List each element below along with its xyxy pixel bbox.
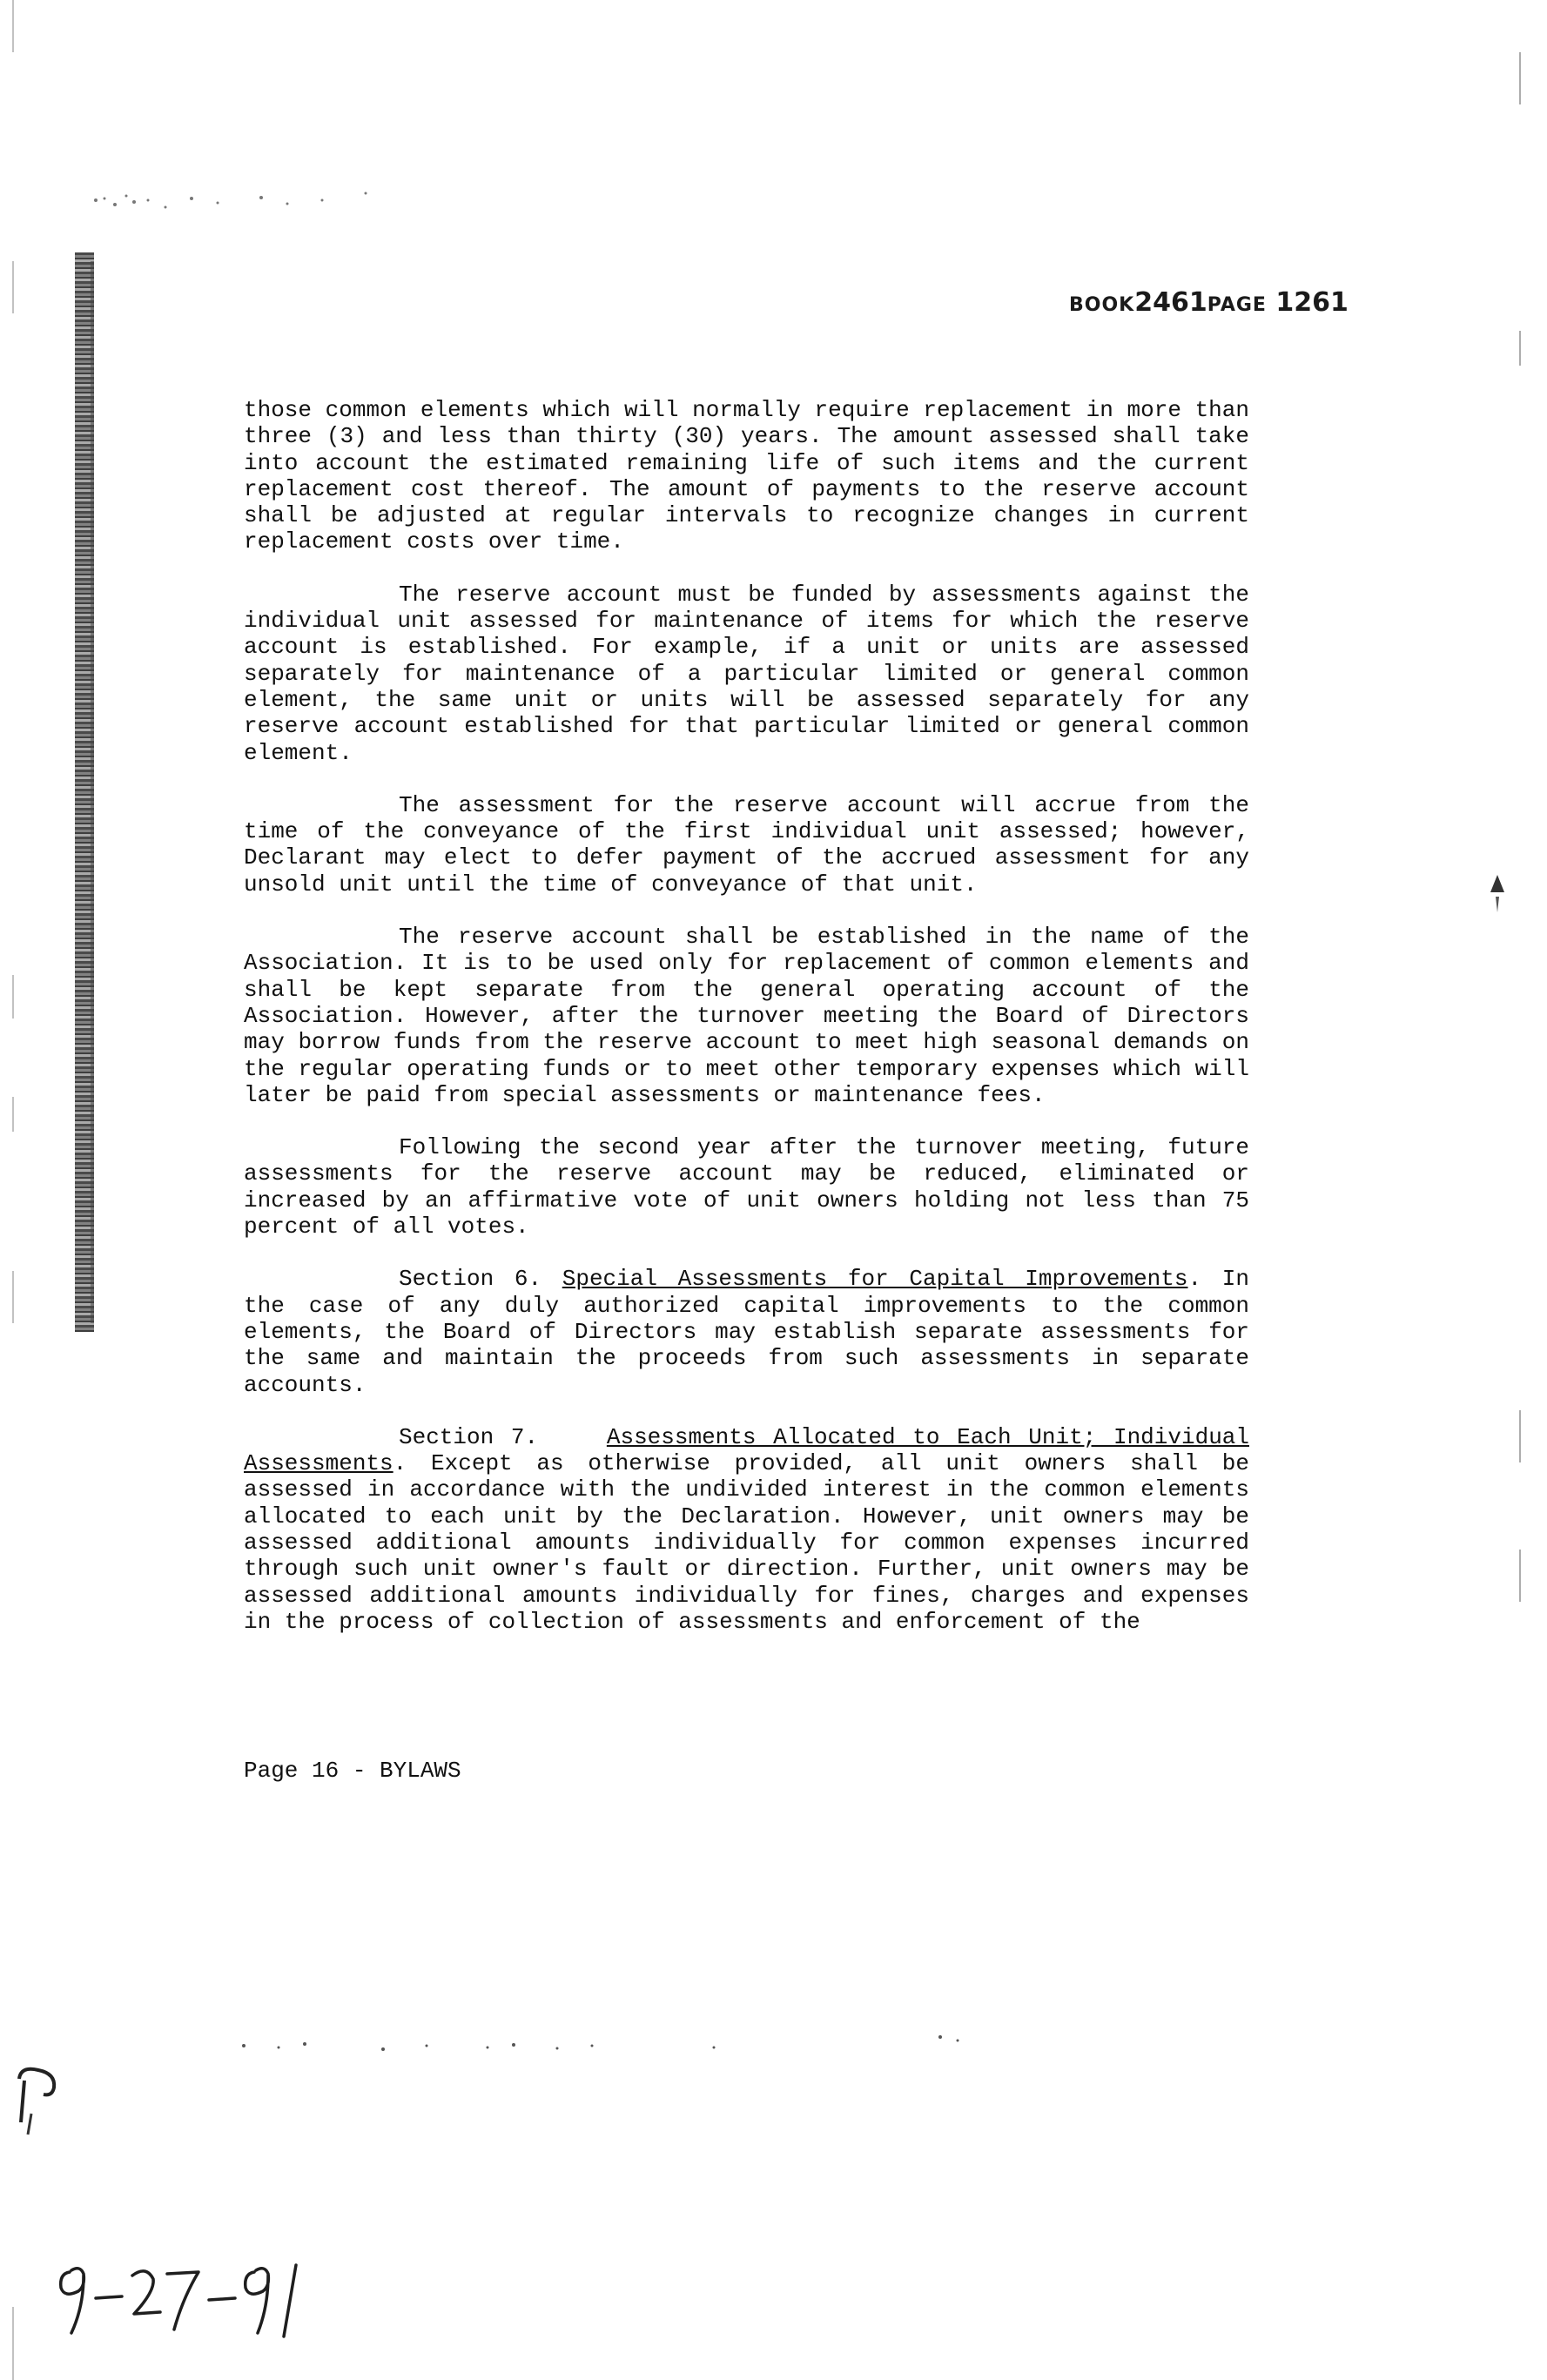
section-6	[244, 1266, 1249, 1397]
section-6-heading: Special Assessments for Capital Improvements	[562, 1266, 1188, 1293]
binding-edge-line	[91, 261, 94, 1323]
scan-edge-mark	[12, 1097, 14, 1132]
section-7	[244, 1424, 1249, 1635]
scan-edge-mark	[12, 1271, 14, 1323]
scan-noise-top	[78, 174, 392, 226]
paragraph	[244, 582, 1249, 766]
section-7-text: Except as otherwise provided, all unit owners shall be assessed in accordance with the undivided interest in the common elements allocated to each unit by the Declaration. However, unit owners may be assessed additional amounts individually for common expenses incurred through such unit owner's fault or direction. Further, unit owners may be assessed additional amounts individually for fines, charges and expenses in the process of collection of assessments and enforcement of the	[244, 1450, 1249, 1635]
paragraph	[244, 924, 1249, 1108]
margin-mark	[1480, 871, 1515, 923]
section-6-heading-end: .	[1187, 1266, 1202, 1293]
section-7-prefix: Section 7.	[399, 1423, 607, 1450]
paragraph	[244, 792, 1249, 898]
section-7-heading: Assessments Allocated to Each Unit; Individual Assessments	[244, 1423, 1249, 1477]
section-6-prefix: Section 6.	[399, 1266, 562, 1293]
paragraph-text: those common elements which will normally require replacement in more than three (3) and less than thirty (30) years. The amount assessed shall take into account the estimated remaining life of such items and the current replacement cost thereof. The amount of payments to the reserve account shall be adjusted at regular intervals to recognize changes in current replacement costs over time.	[244, 397, 1249, 555]
paragraph-text: Following the second year after the turnover meeting, future assessments for the reserve account may be reduced, eliminated or increased by an affirmative vote of unit owners holding not less than 75 percent of all votes.	[244, 1134, 1249, 1240]
scan-edge-mark	[12, 0, 14, 52]
scan-noise-bottom	[226, 2020, 1010, 2072]
scan-edge-mark	[1519, 1550, 1521, 1602]
corner-scribble	[12, 2061, 73, 2140]
paragraph	[244, 1134, 1249, 1240]
book-page-stamp	[1069, 287, 1349, 318]
paragraph-text: The reserve account must be funded by assessments against the individual unit assessed for maintenance of items for which the reserve account is established. For example, if a unit or units are assessed separately for maintenance of a particular limited or general common element, the same unit or units will be assessed separately for any reserve account established for that particular limited or general common element.	[244, 581, 1249, 766]
handwritten-date	[52, 2246, 366, 2350]
page-label: PAGE	[1207, 294, 1267, 316]
book-label: BOOK	[1069, 294, 1135, 316]
scan-edge-mark	[1519, 331, 1521, 366]
page-number: 1261	[1275, 287, 1349, 318]
scan-edge-mark	[12, 261, 14, 313]
page-footer: Page 16 - BYLAWS	[244, 1758, 461, 1784]
document-body	[244, 397, 1249, 1661]
section-6-text: In the case of any duly authorized capital improvements to the common elements, the Board of Directors may establish separate assessments for the same and maintain the proceeds from such assessments in separate accounts.	[244, 1266, 1249, 1398]
section-7-heading-end: .	[393, 1450, 407, 1477]
scan-edge-mark	[12, 2307, 14, 2380]
paragraph	[244, 397, 1249, 555]
paragraph-text: The reserve account shall be established in the name of the Association. It is to be used only for replacement of common elements and shall be kept separate from the general operating account of the Association. However, after the turnover meeting the Board of Directors may borrow funds from the reserve account to meet high seasonal demands on the regular operating funds or to meet other temporary expenses which will later be paid from special assessments or maintenance fees.	[244, 924, 1249, 1108]
scan-edge-mark	[1519, 1410, 1521, 1462]
scan-edge-mark	[1519, 52, 1521, 104]
book-number: 2461	[1134, 287, 1207, 318]
scan-edge-mark	[12, 975, 14, 1019]
paragraph-text: The assessment for the reserve account will accrue from the time of the conveyance of the first individual unit assessed; however, Declarant may elect to defer payment of the accrued assessment for any unsold unit until the time of conveyance of that unit.	[244, 791, 1249, 898]
